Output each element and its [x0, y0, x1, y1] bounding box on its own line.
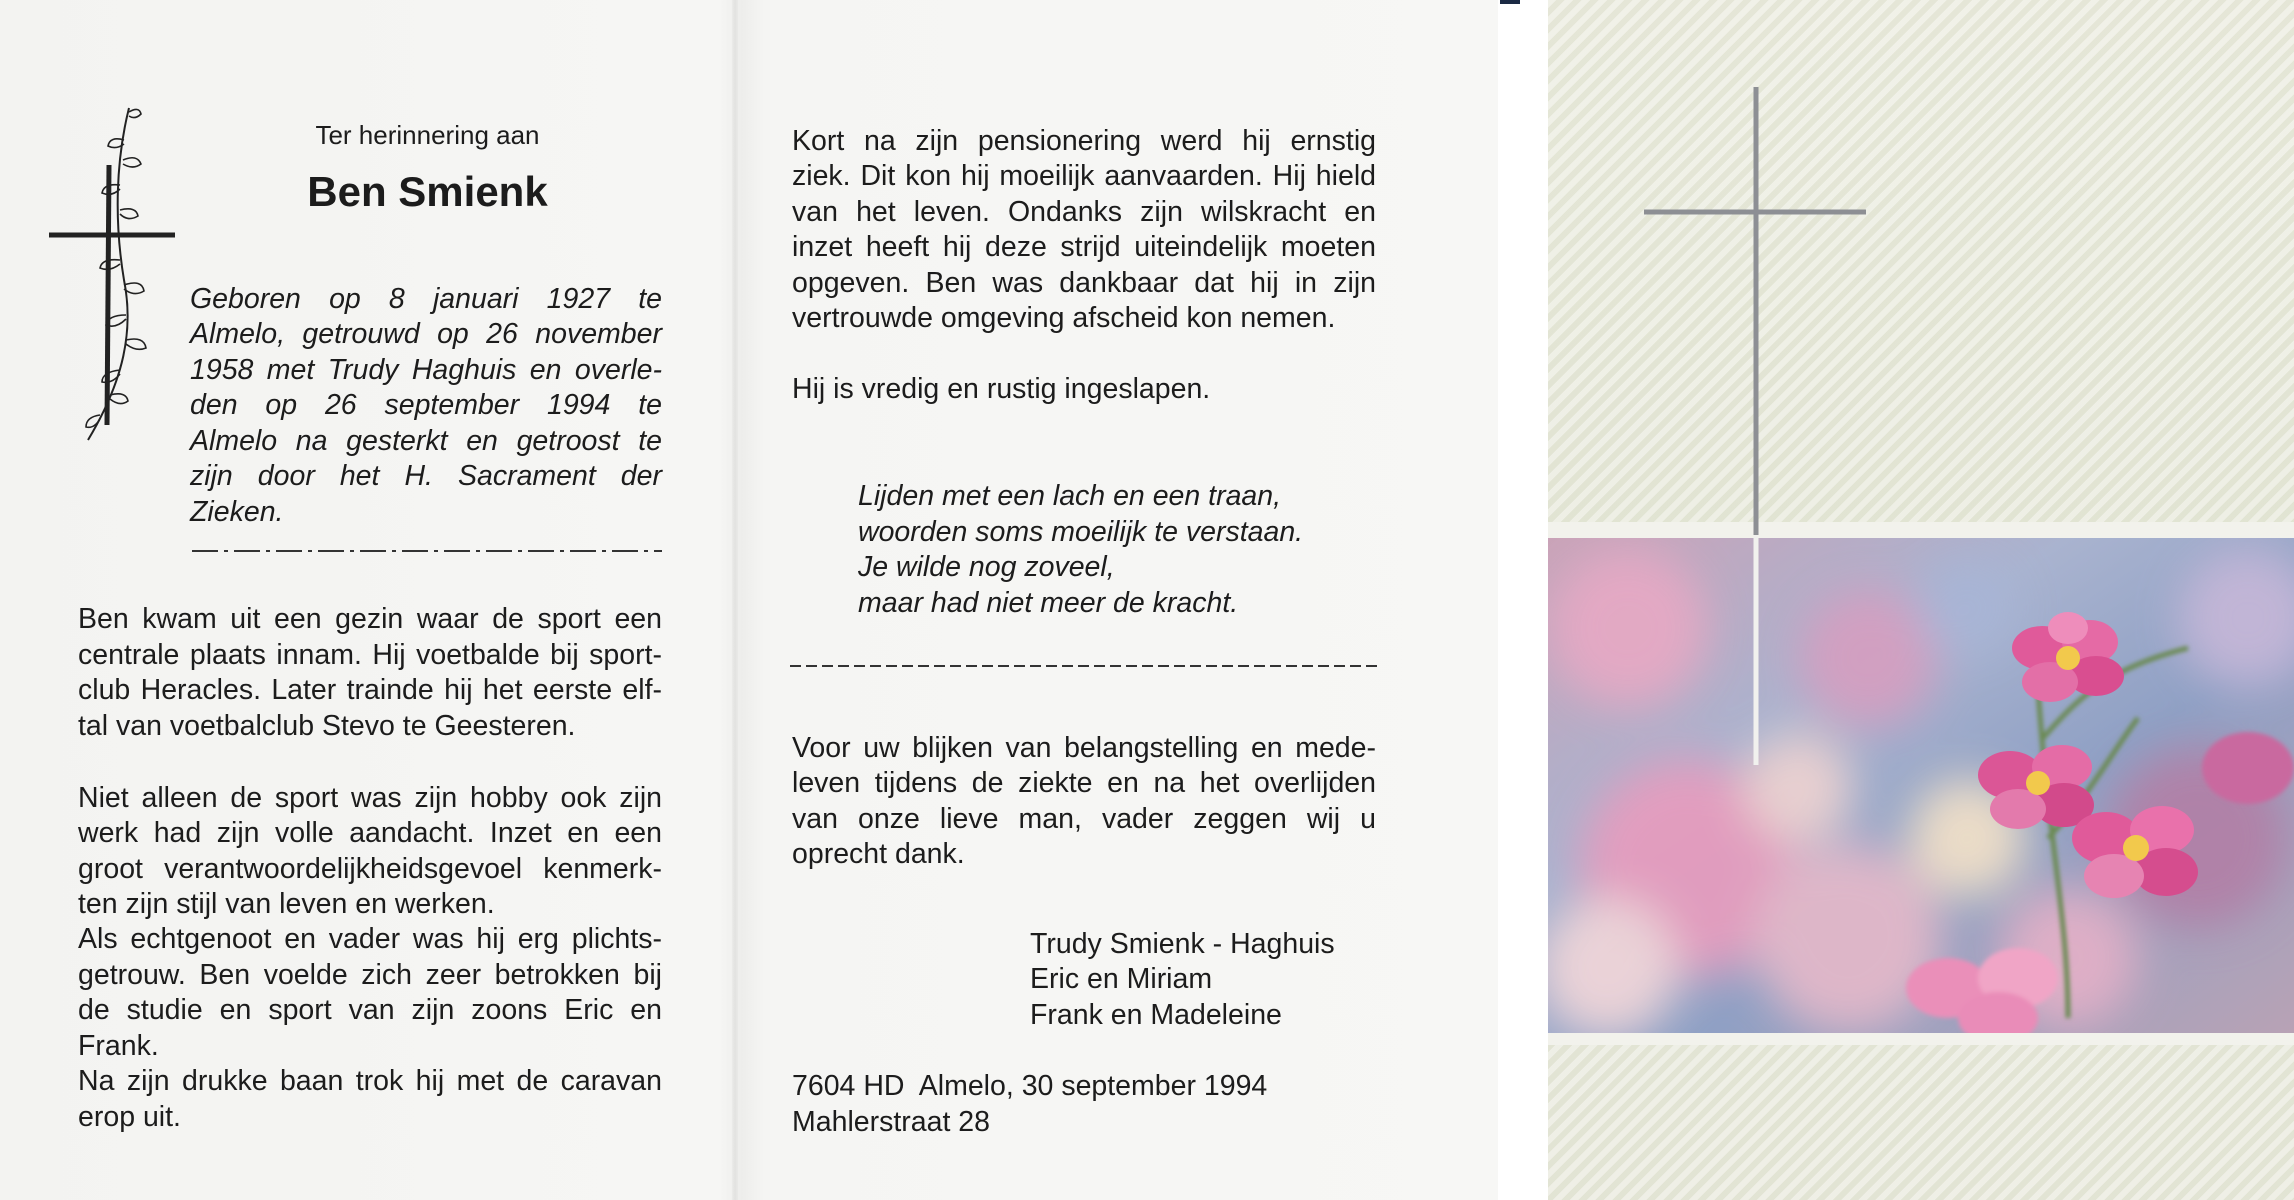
address-line: Mahlerstraat 28	[792, 1106, 991, 1138]
text-line: Frank.	[78, 1030, 159, 1062]
text-line: Kort na zijn pensionering werd hij ernstig	[792, 125, 1376, 157]
decorative-divider	[192, 550, 662, 552]
poem-line: Lijden met een lach en een traan,	[858, 480, 1282, 512]
birth-line: zijn door het H. Sacrament der	[190, 460, 662, 492]
text-line: ten zijn stijl van leven en werken.	[78, 888, 495, 920]
birth-line: Almelo, getrouwd op 26 november	[190, 318, 662, 350]
center-fold	[732, 0, 738, 1200]
poem-line: Je wilde nog zoveel,	[858, 551, 1115, 583]
family-line: Frank en Madeleine	[1030, 999, 1282, 1031]
text-line: groot verantwoordelijkheidsgevoel kenmerk-	[78, 853, 662, 885]
deceased-name: Ben Smienk	[307, 168, 548, 215]
text-line: van het leven. Ondanks zijn wilskracht en	[792, 196, 1376, 228]
family-line: Trudy Smienk - Haghuis	[1030, 928, 1335, 960]
poem-line: maar had niet meer de kracht.	[858, 587, 1239, 619]
birth-line: den op 26 september 1994 te	[190, 389, 662, 421]
address-line: 7604 HD Almelo, 30 september 1994	[792, 1070, 1268, 1102]
sleep-line: Hij is vredig en rustig ingeslapen.	[792, 373, 1211, 405]
text-line: de studie en sport van zijn zoons Eric en	[78, 994, 662, 1026]
text-line: tal van voetbalclub Stevo te Geesteren.	[78, 710, 576, 742]
in-memory-heading: Ter herinnering aan	[315, 120, 540, 150]
text-line: oprecht dank.	[792, 838, 965, 870]
text-line: ziek. Dit kon hij moeilijk aanvaarden. Hij hield	[792, 160, 1376, 192]
text-line: Niet alleen de sport was zijn hobby ook zijn	[78, 782, 662, 814]
scan-gap	[1498, 0, 1548, 1200]
text-line: van onze lieve man, vader zeggen wij u	[792, 803, 1376, 835]
poem-line: woorden soms moeilijk te verstaan.	[858, 516, 1304, 548]
photo-border-bottom	[1548, 1033, 2294, 1045]
text-line: vertrouwde omgeving afscheid kon nemen.	[792, 302, 1336, 334]
cross-palm-icon	[44, 100, 184, 445]
text-line: inzet heeft hij deze strijd uiteindelijk moeten	[792, 231, 1376, 263]
scan-mark	[1500, 0, 1520, 4]
text-line: Na zijn drukke baan trok hij met de caravan	[78, 1065, 662, 1097]
text-line: Als echtgenoot en vader was hij erg plichts-	[78, 923, 662, 955]
text-line: centrale plaats innam. Hij voetbalde bij sport-	[78, 639, 662, 671]
text-line: erop uit.	[78, 1101, 181, 1133]
text-line: Ben kwam uit een gezin waar de sport een	[78, 603, 662, 635]
family-line: Eric en Miriam	[1030, 963, 1213, 995]
text-line: club Heracles. Later trainde hij het eerste elf-	[78, 674, 662, 706]
text-line: werk had zijn volle aandacht. Inzet en een	[78, 817, 662, 849]
birth-line: Geboren op 8 januari 1927 te	[190, 283, 662, 315]
text-line: opgeven. Ben was dankbaar dat hij in zijn	[792, 267, 1376, 299]
text-line: getrouw. Ben voelde zich zeer betrokken bij	[78, 959, 662, 991]
cross-icon	[1640, 85, 1870, 770]
birth-line: Almelo na gesterkt en getroost te	[190, 425, 662, 457]
birth-line: Zieken.	[190, 496, 284, 528]
text-line: Voor uw blijken van belangstelling en mede-	[792, 732, 1376, 764]
birth-line: 1958 met Trudy Haghuis en overle-	[190, 354, 662, 386]
text-line: leven tijdens de ziekte en na het overlijden	[792, 767, 1376, 799]
dashed-separator	[790, 665, 1380, 667]
